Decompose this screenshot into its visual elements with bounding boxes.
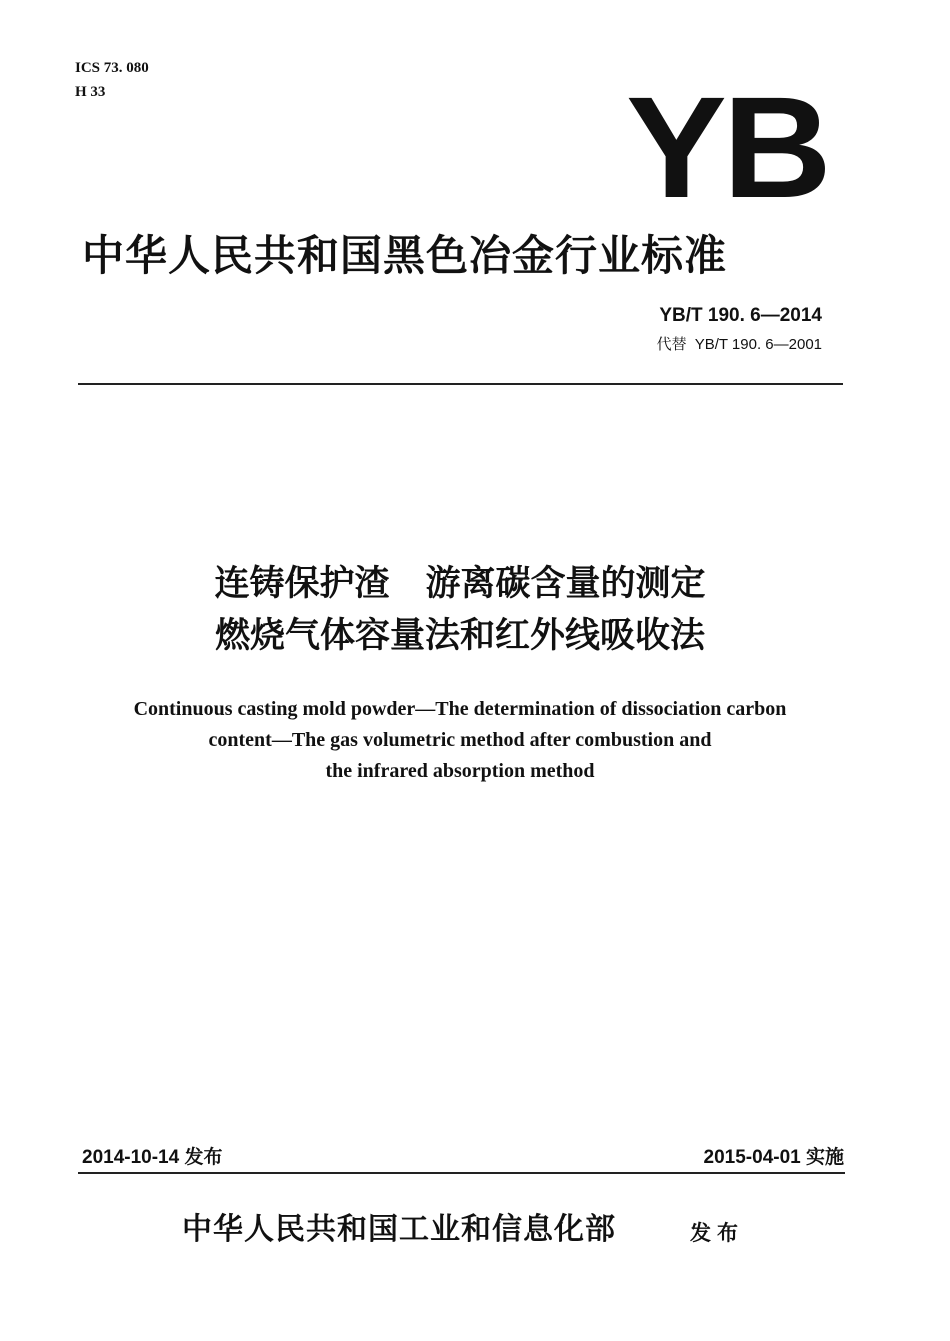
standard-number: YB/T 190. 6—2014 — [659, 305, 822, 326]
issue-label: 发布 — [690, 1220, 744, 1245]
footer-divider — [78, 1172, 845, 1174]
chinese-title-part-1: 连铸保护渣 — [214, 564, 390, 604]
english-title-line-1: Continuous casting mold powder—The determination of dissociation carbon — [133, 698, 787, 720]
chinese-title — [0, 558, 920, 662]
publish-date: 2014-10-14 发布 — [82, 1147, 223, 1168]
header-divider — [78, 383, 843, 385]
chinese-title-line-1 — [0, 558, 920, 610]
replaces-label: 代替 — [656, 335, 687, 353]
issuing-ministry: 中华人民共和国工业和信息化部 — [182, 1212, 616, 1247]
replaces-code: YB/T 190. 6—2001 — [694, 336, 822, 353]
yb-logo: YB — [626, 67, 828, 228]
chinese-title-part-2: 游离碳含量的测定 — [425, 564, 706, 604]
ccs-code: H 33 — [75, 84, 106, 100]
english-title-line-2: content—The gas volumetric method after combustion and — [208, 729, 712, 751]
english-title — [0, 694, 920, 787]
implement-date: 2015-04-01 实施 — [703, 1147, 844, 1168]
ics-code: ICS 73. 080 — [75, 60, 149, 76]
english-title-line-3: the infrared absorption method — [325, 760, 595, 782]
classification-codes — [75, 56, 149, 104]
replaces-line — [657, 332, 822, 357]
industry-standard-title: 中华人民共和国黑色冶金行业标准 — [82, 231, 728, 280]
chinese-title-line-2: 燃烧气体容量法和红外线吸收法 — [214, 616, 705, 656]
